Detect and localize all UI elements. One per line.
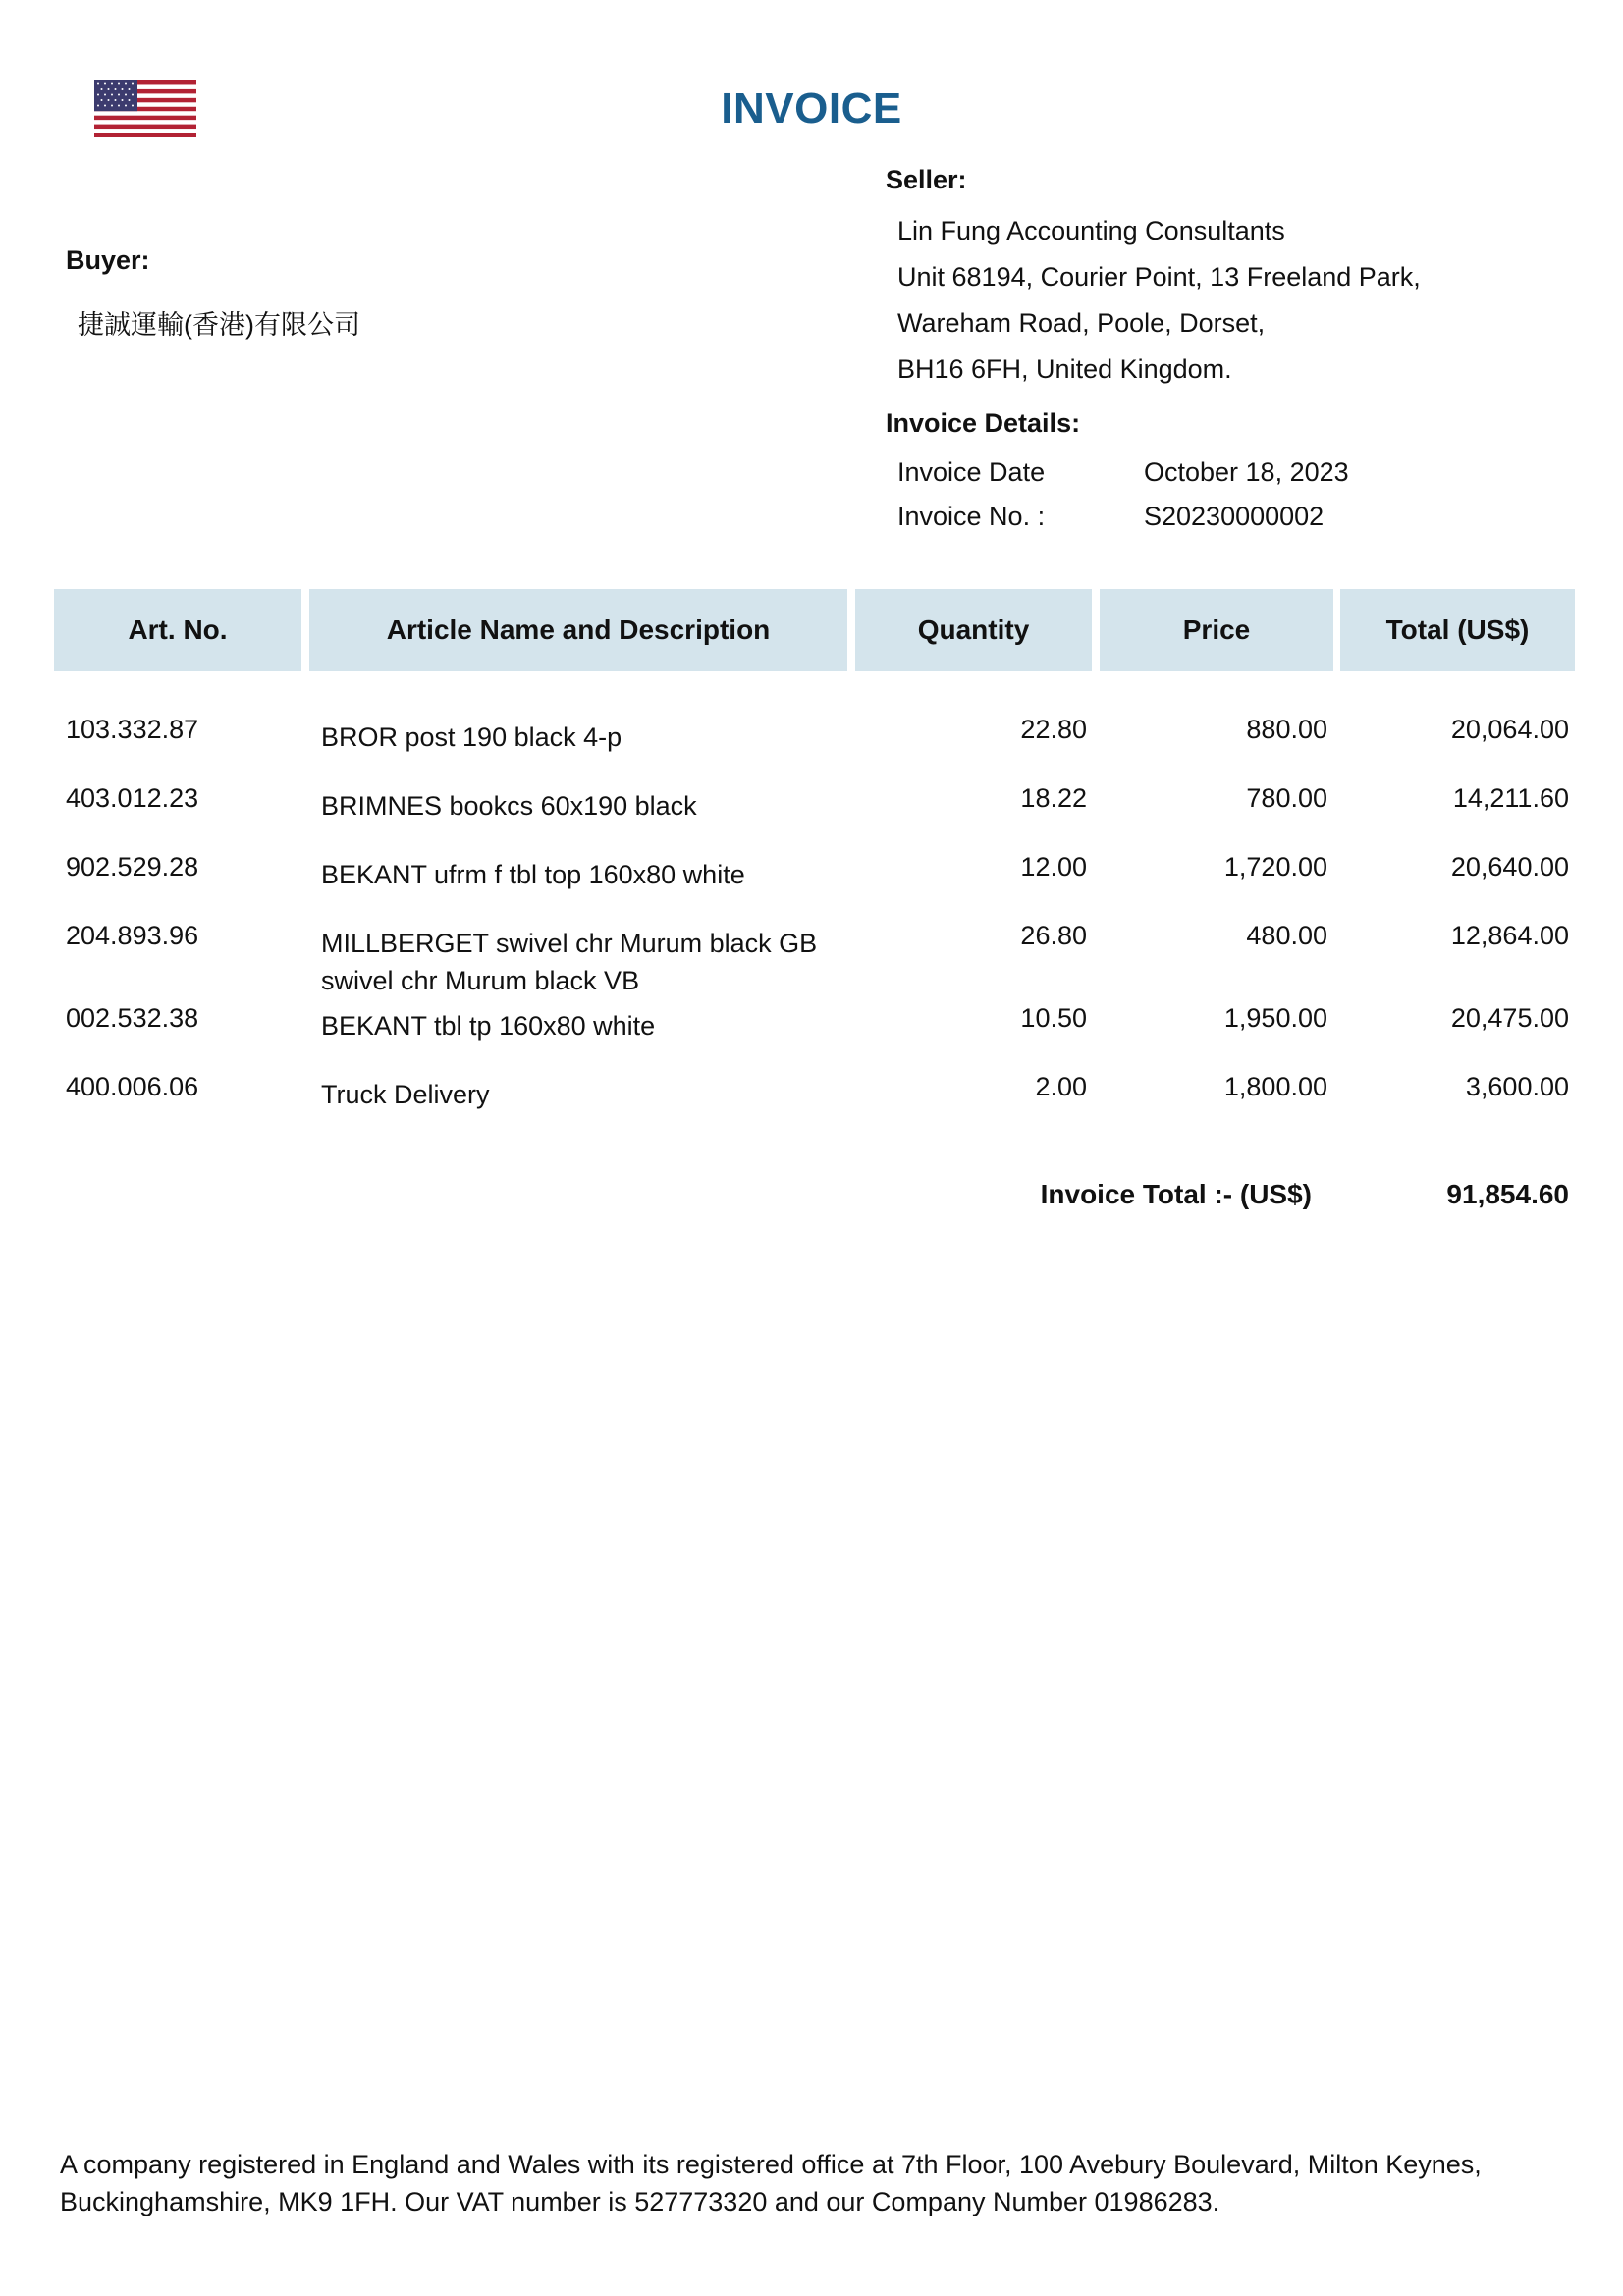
description-cell: BEKANT ufrm f tbl top 160x80 white <box>321 860 745 889</box>
art-no-cell: 400.006.06 <box>66 1072 199 1101</box>
quantity-cell: 18.22 <box>1020 783 1087 813</box>
description-cell <box>321 925 817 999</box>
total-cell: 3,600.00 <box>1465 1072 1569 1101</box>
invoice-details-label: Invoice Details: <box>886 408 1081 438</box>
art-no-cell: 403.012.23 <box>66 783 199 813</box>
column-header-description: Article Name and Description <box>309 589 847 671</box>
art-no-cell: 204.893.96 <box>66 921 199 950</box>
price-cell: 1,800.00 <box>1223 1072 1327 1101</box>
column-header-price: Price <box>1100 589 1333 671</box>
price-cell: 880.00 <box>1246 715 1327 744</box>
seller-address <box>897 208 1421 393</box>
art-no-cell: 002.532.38 <box>66 1003 199 1033</box>
total-cell: 14,211.60 <box>1452 783 1569 813</box>
price-cell: 780.00 <box>1246 783 1327 813</box>
quantity-cell: 12.00 <box>1020 852 1087 881</box>
total-cell: 12,864.00 <box>1450 921 1569 950</box>
price-cell: 1,720.00 <box>1223 852 1327 881</box>
buyer-label: Buyer: <box>66 245 150 275</box>
description-line: MILLBERGET swivel chr Murum black GB <box>321 929 818 958</box>
quantity-cell: 22.80 <box>1020 715 1087 744</box>
total-cell: 20,475.00 <box>1450 1003 1569 1033</box>
buyer-name: 捷誠運輸(香港)有限公司 <box>78 310 360 340</box>
seller-label: Seller: <box>886 165 967 194</box>
invoice-total-label: Invoice Total :- (US$) <box>1040 1179 1312 1209</box>
column-header-art-no: Art. No. <box>54 589 301 671</box>
company-registration-footer: A company registered in England and Wales with its registered office at 7th Floor, 100 Avebury Boulevard, Milton Keynes, Buckinghamshire, MK9 1FH. Our VAT number is 527773320 and our Company Number 01986283. <box>60 2150 1482 2216</box>
seller-address-line: BH16 6FH, United Kingdom. <box>897 354 1232 384</box>
description-cell: BRIMNES bookcs 60x190 black <box>321 791 697 821</box>
description-line: swivel chr Murum black VB <box>321 966 640 995</box>
art-no-cell: 103.332.87 <box>66 715 199 744</box>
total-cell: 20,640.00 <box>1450 852 1569 881</box>
invoice-number-value: S20230000002 <box>1144 502 1325 531</box>
column-header-total: Total (US$) <box>1340 589 1575 671</box>
invoice-date-label: Invoice Date <box>897 457 1046 487</box>
invoice-title: INVOICE <box>721 84 902 133</box>
seller-company-name: Lin Fung Accounting Consultants <box>897 216 1285 245</box>
quantity-cell: 2.00 <box>1035 1072 1087 1101</box>
quantity-cell: 10.50 <box>1020 1003 1087 1033</box>
price-cell: 1,950.00 <box>1223 1003 1327 1033</box>
description-cell: Truck Delivery <box>321 1080 490 1109</box>
price-cell: 480.00 <box>1246 921 1327 950</box>
invoice-number-label: Invoice No. : <box>897 502 1046 531</box>
art-no-cell: 902.529.28 <box>66 852 199 881</box>
quantity-cell: 26.80 <box>1020 921 1087 950</box>
invoice-date-value: October 18, 2023 <box>1144 457 1349 487</box>
total-cell: 20,064.00 <box>1450 715 1569 744</box>
invoice-total-value: 91,854.60 <box>1446 1179 1569 1209</box>
description-cell: BROR post 190 black 4-p <box>321 722 622 752</box>
seller-address-line: Unit 68194, Courier Point, 13 Freeland Park, <box>897 262 1421 292</box>
column-header-quantity: Quantity <box>855 589 1092 671</box>
seller-address-line: Wareham Road, Poole, Dorset, <box>897 308 1266 338</box>
description-cell: BEKANT tbl tp 160x80 white <box>321 1011 656 1041</box>
